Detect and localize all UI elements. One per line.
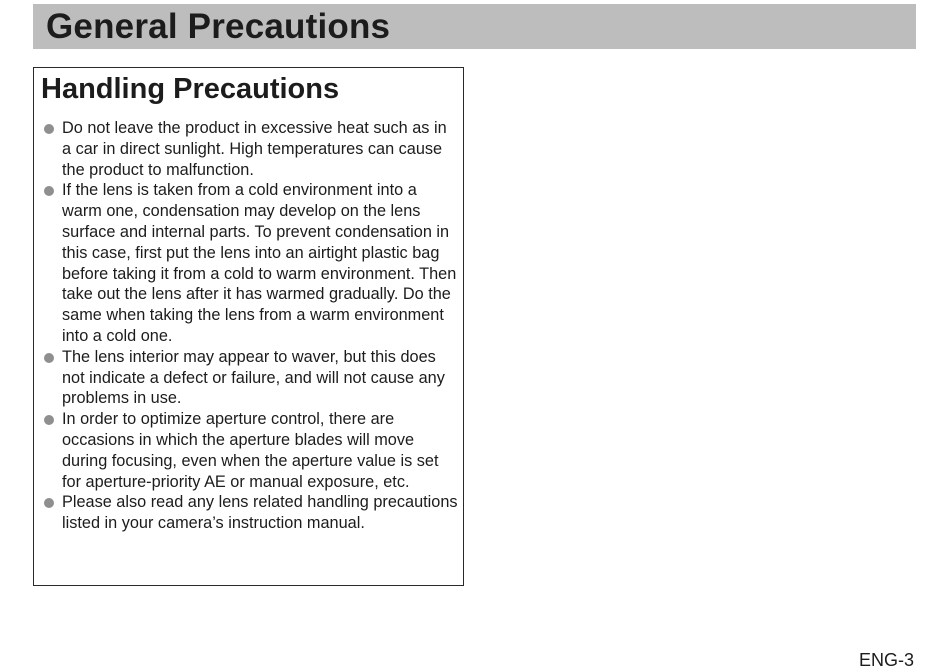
bullet-icon xyxy=(44,186,54,196)
page-title-bar xyxy=(33,4,916,49)
list-item xyxy=(42,492,458,534)
list-item-text: The lens interior may appear to waver, but this does not indicate a defect or failure, and will not cause any problems in use. xyxy=(62,347,445,408)
bullet-icon xyxy=(44,124,54,134)
list-item-text: If the lens is taken from a cold environment into a warm one, condensation may develop on the lens surface and internal parts. To prevent condensation in this case, first put the lens into an airtight plastic bag before taking it from a cold to warm environment. Then take out the lens after it has warmed gradually. Do the same when taking the lens from a warm environment into a cold one. xyxy=(62,181,457,345)
precautions-list xyxy=(42,118,458,534)
list-item-text: Please also read any lens related handling precautions listed in your camera’s instruction manual. xyxy=(62,493,458,533)
bullet-icon xyxy=(44,353,54,363)
section-title: Handling Precautions xyxy=(41,73,340,105)
list-item xyxy=(42,180,458,346)
list-item-text: Do not leave the product in excessive heat such as in a car in direct sunlight. High temperatures can cause the product to malfunction. xyxy=(62,119,447,179)
list-item-text: In order to optimize aperture control, there are occasions in which the aperture blades will move during focusing, even when the aperture value is set for aperture-priority AE or manual exposure, etc. xyxy=(62,410,439,491)
list-item xyxy=(42,409,458,492)
page-number: ENG-3 xyxy=(858,650,914,670)
page-title: General Precautions xyxy=(46,7,391,46)
bullet-icon xyxy=(44,498,54,508)
bullet-icon xyxy=(44,415,54,425)
list-item xyxy=(42,118,458,180)
list-item xyxy=(42,347,458,409)
handling-precautions-box xyxy=(33,67,464,586)
